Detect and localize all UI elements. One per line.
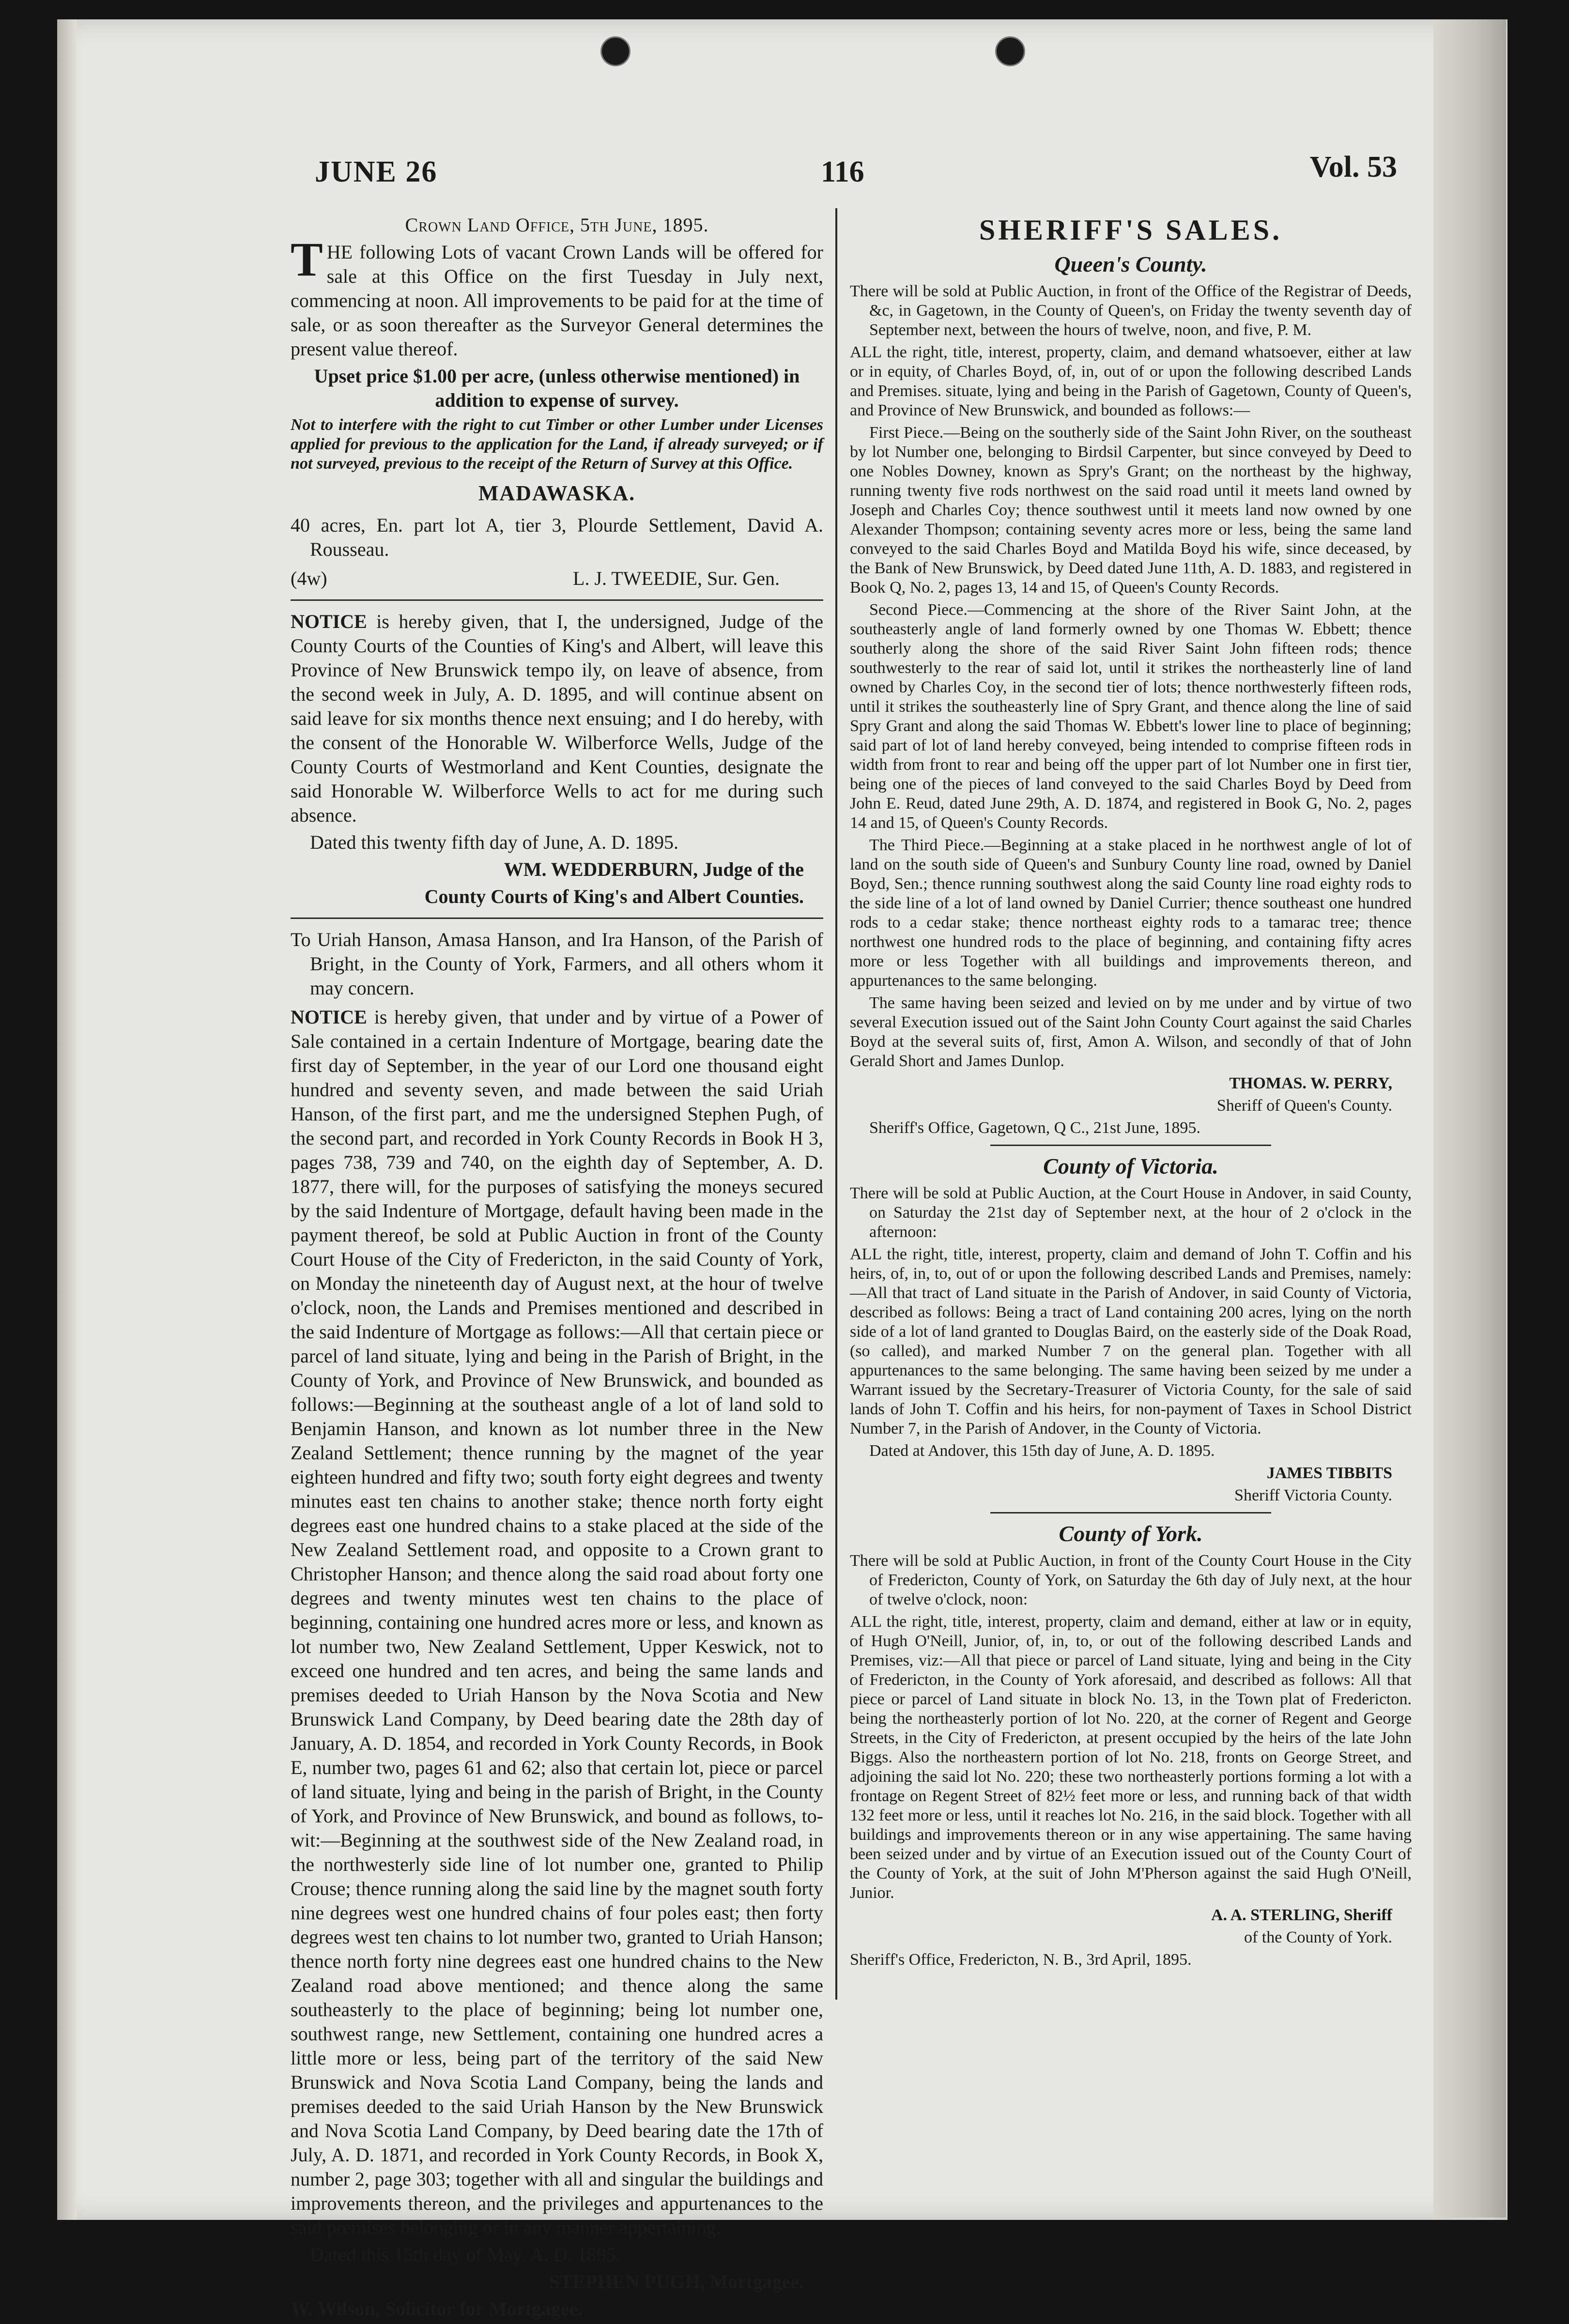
mortgage-notice-body: is hereby given, that under and by virtue of a Power of Sale contained in a certain Indenture of Mortgage, bearing date the first day of September, in the year of our Lord one thousand eight hundred and seventy seven, and made between the said Uriah Hanson, of the first part, and me the undersigned Stephen Pugh, of the second part, and recorded in York County Records in Book H 3, pages 738, 739 and 740, on the eighth day of September, A. D. 1877, there will, for the purposes of satisfying the moneys secured by the said Indenture of Mortgage, default having been made in the payment thereof, be sold at Public Auction in front of the County Court House of the City of Fredericton, in the said County of York, on Monday the nineteenth day of August next, at the hour of twelve o'clock, noon, the Lands and Premises mentioned and described in the said Indenture of Mortgage as follows:—All that certain piece or parcel of land situate, lying and being in the Parish of Bright, in the County of York, and Province of New Brunswick, and bounded as follows:—Beginning at the southeast angle of a lot of land sold to Benjamin Hanson, and known as lot number three in the New Zealand Settlement; thence running by the magnet of the year eighteen hundred and fifty two; south forty eight degrees and twenty minutes east ten chains to another stake; thence north forty eight degrees east one hundred chains to a stake placed at the side of the New Zealand Settlement road, and opposite to a Crown grant to Christopher Hanson; and thence along the said road about forty one degrees and twenty minutes west ten chains to the place of beginning, containing one hundred acres more or less, and known as lot number two, New Zealand Settlement, Upper Keswick, not to exceed one hundred and ten acres, and being the same lands and premises deeded to Uriah Hanson by the Nova Scotia and New Brunswick Land Company, by Deed bearing date the 28th day of January, A. D. 1854, and recorded in York County Records, in Book E, number two, pages 61 and 62; also that certain lot, piece or parcel of land situate, lying and being in the parish of Bright, in the County of York, and Province of New Brunswick, and bound as follows, to-wit:—Beginning at the southwest side of the New Zealand road, in the northwesterly side line of lot number one, granted to Philip Crouse; thence running along the said line by the magnet south forty nine degrees west one hundred chains of four poles east; then forty degrees west ten chains to lot number two, granted to Uriah Hanson; thence north forty nine degrees east one hundred chains to the New Zealand road above mentioned; and thence along the same southeasterly to the place of beginning; being lot number one, southwest range, new Settlement, containing one hundred acres a little more or less, being part of the territory of the said New Brunswick and Nova Scotia Land Company, being the lands and premises deeded to the said Uriah Hanson by the New Brunswick and Nova Scotia Land Company, by Deed bearing date the 17th of July, A. D. 1871, and recorded in York County Records, in Book X, number 2, page 303; together with all and singular the buildings and improvements thereon, and the privileges and appurtenances to the said premises belonging or in any manner appertaining. [291, 1006, 824, 2238]
notice-lead: NOTICE [291, 611, 367, 632]
judge-signer-title: County Courts of King's and Albert Counties. [424, 886, 804, 907]
judge-notice-body: is hereby given, that I, the undersigned, Judge of the County Courts of the Counties of King's and Albert, will leave this Province of New Brunswick tempo ily, on leave of absence, from the second week in July, A. D. 1895, and will continue absent on said leave for six months thence next ensuing; and I do hereby, with the consent of the Honorable W. Wilberforce Wells, Judge of the County Courts of Westmorland and Kent Counties, designate the said Honorable W. Wilberforce Wells to act for me during such absence. [291, 611, 824, 826]
victoria-signer-title: Sheriff Victoria County. [1234, 1486, 1392, 1504]
victoria-signer: JAMES TIBBITS [1266, 1464, 1392, 1482]
page-header [315, 151, 1397, 194]
crown-signer: L. J. TWEEDIE, Sur. Gen. [573, 567, 780, 589]
county-heading-victoria: County of Victoria. [1043, 1154, 1218, 1178]
queens-intro: There will be sold at Public Auction, in front of the Office of the Registrar of Deeds, &c, in Gagetown, in the County of Queen's, on Friday the twenty seventh day of September next, between the hours of twelve, noon, and five, P. M. [850, 282, 1412, 339]
crown-notice-body: HE following Lots of vacant Crown Lands will be offered for sale at this Office on the first Tuesday in July next, commencing at noon. All improvements to be paid for at the time of sale, or as soon thereafter as the Surveyor General determines the present value thereof. [291, 241, 823, 360]
rule [291, 599, 823, 601]
victoria-body: ALL the right, title, interest, property, claim and demand of John T. Coffin and his heirs, of, in, to, out of or upon the following described Lands and Premises, namely:—All that tract of Land situate in the Parish of Andover, in said County of Victoria, described as follows: Being a tract of Land containing 200 acres, lying on the north side of a lot of land granted to Douglas Baird, on the easterly side of the Doak Road, (so called), and marked Number 7 on the general plan. Together with all appurtenances to the same belonging. The same having been seized by me under a Warrant issued by the Secretary-Treasurer of Victoria County, for the sale of said lands of John T. Coffin and his heirs, for non-payment of Taxes in School District Number 7, in the Parish of Andover, in the County of Victoria. [850, 1245, 1412, 1437]
sheriffs-sales-title: SHERIFF'S SALES. [979, 214, 1283, 246]
victoria-intro: There will be sold at Public Auction, at the Court House in Andover, in said County, on Saturday the 21st day of September next, at the hour of 2 o'clock in the afternoon: [850, 1184, 1412, 1241]
mortgage-notice [291, 1005, 823, 2240]
binding-spine [57, 19, 77, 2220]
mortgage-dated: Dated this 15th day of May, A. D. 1895. [310, 2244, 621, 2265]
crown-signature-row [291, 566, 823, 591]
mortgage-signer: STEPHEN PUGH, Mortgagee. [549, 2271, 804, 2293]
insertion-term: (4w) [291, 567, 327, 589]
right-column [850, 213, 1412, 1972]
judge-dated: Dated this twenty fifth day of June, A. D. 1895. [310, 831, 678, 853]
mortgage-solicitor: W. Wilson, Solicitor for Mortgagee. [291, 2298, 583, 2320]
queens-signer: THOMAS. W. PERRY, [1229, 1074, 1392, 1092]
queens-first-piece: First Piece.—Being on the southerly side of the Saint John River, on the southeast by lot Number one, belonging to Birdsil Carpenter, but since conveyed by Deed to one Nobles Downey, known as Spry's Grant; on the northeast by the highway, running twenty five rods northwest on the said road until it meets land owned by Joseph and Charles Coy; thence southwest until it meets land now owned by one Alexander Thompson; containing seventy acres more or less, being the same land conveyed to the said Charles Boyd and Matilda Boyd his wife, since deceased, by the Bank of New Brunswick, by Deed dated June 11th, A. D. 1883, and registered in Book Q, No. 2, pages 13, 14 and 15, of Queen's County Records. [850, 424, 1412, 596]
victoria-dated: Dated at Andover, this 15th day of June, A. D. 1895. [869, 1442, 1215, 1460]
crown-notice [291, 232, 823, 361]
section-madawaska: MADAWASKA. [478, 481, 636, 505]
york-office: Sheriff's Office, Fredericton, N. B., 3rd April, 1895. [850, 1951, 1192, 1969]
lot-description: 40 acres, En. part lot A, tier 3, Plourde Settlement, David A. Rousseau. [291, 514, 823, 560]
rule [990, 1512, 1271, 1514]
queens-second-piece: Second Piece.—Commencing at the shore of the River Saint John, at the southeasterly angle of land formerly owned by one Thomas W. Ebbett; thence southerly along the shore of the said River Saint John fifteen rods; thence southwesterly to the rear of said lot, until it strikes the northeasterly line of land owned by Charles Coy, in the second tier of lots; thence northwesterly fifteen rods, until it strikes the southeasterly line of Spry Grant, and thence along the line of said Spry Grant and along the said Thomas W. Ebbett's lower line to place of beginning; said part of lot of land hereby conveyed, being intended to comprise fifteen rods in width from front to rear and being off the upper part of lot Number one in first tier, being one of the pieces of land conveyed to the said Charles Boyd by Deed from John E. Reud, dated June 29th, A. D. 1874, and registered in Book G, No. 2, pages 14 and 15, of Queen's County Records. [850, 601, 1412, 832]
york-intro: There will be sold at Public Auction, in front of the County Court House in the City of Fredericton, County of York, on Saturday the 6th day of July next, at the hour of twelve o'clock, noon: [850, 1552, 1412, 1608]
queens-third-piece: The Third Piece.—Beginning at a stake placed in he northwest angle of lot of land on the south side of Queen's and Sunbury County line road, owned by Daniel Boyd, Sen.; thence running southwest along the said County line road eighty rods to the side line of a lot of land owned by Daniel Currier; thence southeast one hundred rods to a cedar stake; thence northeast eighty rods to a tamarac tree; thence northwest one hundred rods to the place of beginning, and containing fifty acres more or less Together with all buildings and improvements thereon, and appurtenances to the same belonging. [850, 836, 1412, 990]
left-column [291, 213, 823, 2324]
county-heading-york: County of York. [1059, 1521, 1203, 1546]
crown-dateline: Crown Land Office, 5th June, 1895. [405, 214, 709, 236]
rule [291, 917, 823, 919]
drop-cap: T [291, 232, 323, 286]
mortgage-address: To Uriah Hanson, Amasa Hanson, and Ira Hanson, of the Parish of Bright, in the County of York, Farmers, and all others whom it may concern. [291, 929, 823, 999]
queens-seized: The same having been seized and levied on by me under and by virtue of two several Execution issued out of the Saint John County Court against the said Charles Boyd at the several suits of, first, Amon A. Wilson, and secondly of that of John Gerald Short and James Dunlop. [850, 994, 1412, 1070]
upset-price: Upset price $1.00 per acre, (unless otherwise mentioned) in addition to expense of survey. [314, 365, 800, 411]
page-number: 116 [821, 155, 864, 188]
volume-number: Vol. 53 [1309, 151, 1397, 183]
column-divider [835, 208, 837, 2000]
notice-lead: NOTICE [291, 1006, 367, 1028]
queens-all: ALL the right, title, interest, property, claim, and demand whatsoever, either at law or in equity, of Charles Boyd, of, in, out of or upon the following described Lands and Premises. situate, lying and being in the Parish of Gagetown, County of Queen's, and Province of New Brunswick, and bounded as follows:— [850, 343, 1412, 419]
judge-notice [291, 610, 823, 827]
binding-hole [995, 36, 1025, 66]
rule [990, 1145, 1271, 1146]
york-signer-title: of the County of York. [1244, 1928, 1392, 1946]
queens-signer-title: Sheriff of Queen's County. [1216, 1097, 1392, 1115]
page-edge [1433, 19, 1506, 2217]
york-signer: A. A. STERLING, Sheriff [1211, 1906, 1392, 1924]
queens-office: Sheriff's Office, Gagetown, Q C., 21st June, 1895. [869, 1119, 1200, 1137]
york-body: ALL the right, title, interest, property, claim and demand, either at law or in equity, of Hugh O'Neill, Junior, of, in, to, or out of the following described Lands and Premises, viz:—All that piece or parcel of Land situate, lying and being in the City of Fredericton, in the County of York aforesaid, and described as follows: All that piece or parcel of Land situate in block No. 13, in the Town plat of Fredericton. being the northeasterly portion of lot No. 220, at the corner of Regent and George Streets, in the City of Fredericton, at present occupied by the heirs of the late John Biggs. Also the northeastern portion of lot No. 218, fronts on George Street, and adjoining the said lot No. 220; these two northeasterly portions forming a lot with a frontage on Regent Street of 82½ feet more or less, and running back of that width 132 feet more or less, until it reaches lot No. 216, in the said block. Together with all buildings and improvements thereon or in any wise appertaining. The same having been seized under and by virtue of an Execution issued out of the County Court of the County of York, at the suit of John M'Pherson against the said Hugh O'Neill, Junior. [850, 1613, 1412, 1902]
crown-note: Not to interfere with the right to cut Timber or other Lumber under Licenses applied for previous to the application for the Land, if already surveyed; or if not surveyed, previous to the receipt of the Return of Survey at this Office. [291, 416, 823, 473]
judge-signer: WM. WEDDERBURN, Judge of the [504, 858, 804, 880]
issue-date: JUNE 26 [315, 155, 438, 188]
county-heading-queens: Queen's County. [1054, 252, 1207, 276]
binding-hole [600, 36, 631, 66]
